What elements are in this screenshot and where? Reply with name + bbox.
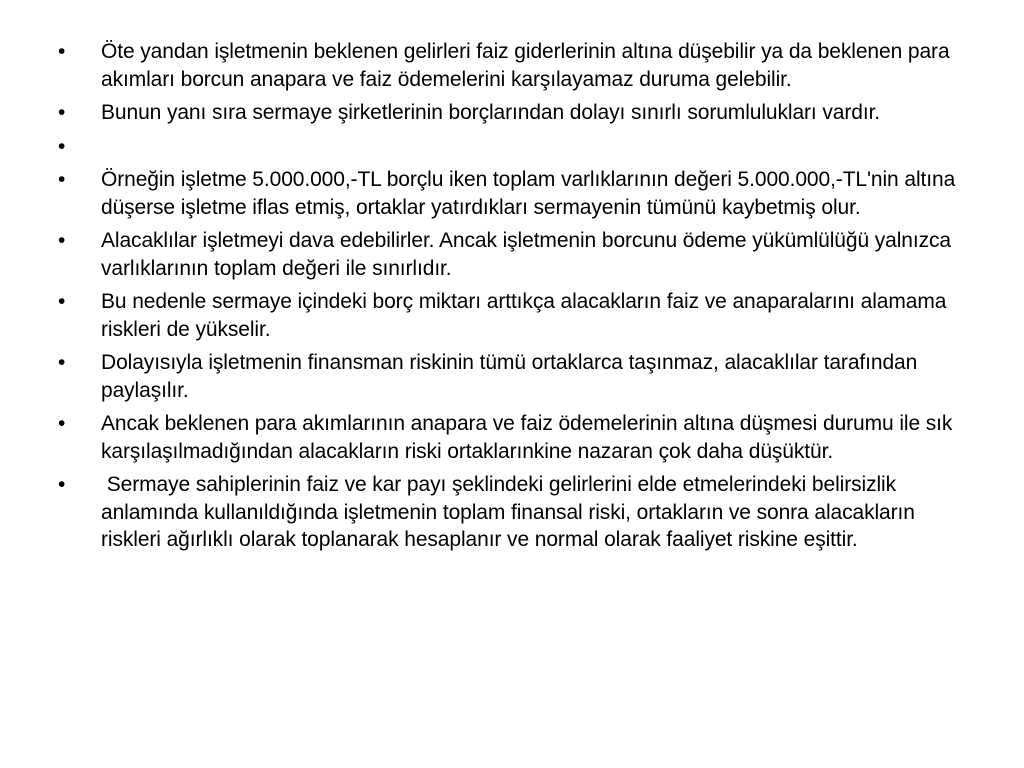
bullet-dot-icon: • (58, 412, 66, 435)
bullet-text: Alacaklılar işletmeyi dava edebilirler. Ancak işletmenin borcunu ödeme yükümlülüğü yalnızca varlıklarının toplam değeri ile sınırlıdır. (101, 229, 952, 280)
bullet-dot-icon: • (58, 290, 66, 313)
bullet-item (58, 349, 978, 404)
bullet-text: Bunun yanı sıra sermaye şirketlerinin borçlarından dolayı sınırlı sorumlulukları vardır. (101, 101, 881, 124)
bullet-list (58, 38, 978, 560)
bullet-item (58, 410, 978, 465)
bullet-item (58, 38, 978, 93)
bullet-dot-icon: • (58, 101, 66, 124)
bullet-item (58, 166, 978, 221)
bullet-dot-icon: • (58, 134, 66, 158)
bullet-dot-icon: • (58, 473, 66, 496)
bullet-dot-icon: • (58, 229, 66, 252)
bullet-item (58, 99, 978, 127)
bullet-item (58, 227, 978, 282)
bullet-item (58, 288, 978, 343)
bullet-dot-icon: • (58, 351, 66, 374)
bullet-dot-icon: • (58, 168, 66, 191)
bullet-text: Ancak beklenen para akımlarının anapara ve faiz ödemelerinin altına düşmesi durumu ile sık karşılaşılmadığından alacakların riski ortaklarınkine nazaran çok daha düşüktür. (101, 412, 953, 463)
bullet-item-empty (58, 133, 978, 161)
bullet-text: Bu nedenle sermaye içindeki borç miktarı arttıkça alacakların faiz ve anaparalarını alamama riskleri de yükselir. (101, 290, 947, 341)
bullet-text: Dolayısıyla işletmenin finansman riskinin tümü ortaklarca taşınmaz, alacaklılar tarafından paylaşılır. (101, 351, 918, 402)
bullet-text: Sermaye sahiplerinin faiz ve kar payı şeklindeki gelirlerini elde etmelerindeki belirsizlik anlamında kullanıldığında işletmenin toplam finansal riski, ortakların ve sonra alacakların riskleri ağırlıklı olarak toplanarak hesaplanır ve normal olarak faaliyet riskine eşittir. (101, 473, 921, 551)
bullet-item (58, 471, 978, 554)
bullet-text: Öte yandan işletmenin beklenen gelirleri faiz giderlerinin altına düşebilir ya da beklenen para akımları borcun anapara ve faiz ödemelerini karşılayamaz duruma gelebilir. (101, 40, 950, 91)
bullet-dot-icon: • (58, 40, 66, 63)
bullet-text: Örneğin işletme 5.000.000,-TL borçlu iken toplam varlıklarının değeri 5.000.000,-TL'nin altına düşerse işletme iflas etmiş, ortaklar yatırdıkları sermayenin tümünü kaybetmiş olur. (101, 168, 956, 219)
